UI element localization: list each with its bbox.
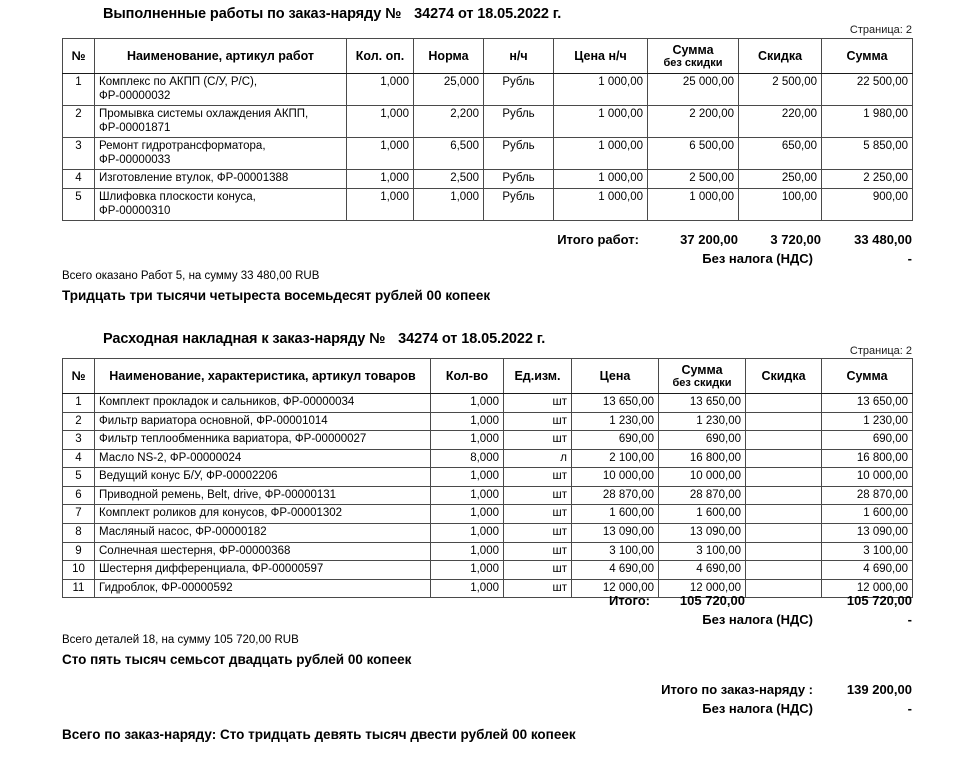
works-cell-sum-nodiscount: 2 200,00	[648, 106, 739, 138]
goods-cell-discount	[746, 412, 822, 431]
goods-cell-name: Шестерня дифференциала, ФР-00000597	[95, 561, 431, 580]
goods-cell-price: 690,00	[572, 431, 659, 450]
works-amount-in-words: Тридцать три тысячи четыреста восемьдесят рублей 00 копеек	[62, 288, 491, 303]
works-cell-num: 4	[63, 170, 95, 189]
goods-cell-unit: шт	[504, 431, 572, 450]
goods-cell-unit: шт	[504, 542, 572, 561]
goods-cell-sum-nodiscount: 4 690,00	[659, 561, 746, 580]
works-cell-norm: 6,500	[414, 138, 484, 170]
works-cell-num: 5	[63, 189, 95, 221]
works-totals-discount: 3 720,00	[770, 232, 821, 247]
works-col-num: №	[63, 39, 95, 74]
goods-cell-sum-nodiscount: 16 800,00	[659, 449, 746, 468]
goods-cell-qty: 1,000	[431, 561, 504, 580]
works-cell-norm: 2,500	[414, 170, 484, 189]
works-cell-sum-nodiscount: 1 000,00	[648, 189, 739, 221]
works-cell-name: Ремонт гидротрансформатора, ФР-00000033	[95, 138, 347, 170]
goods-cell-qty: 1,000	[431, 505, 504, 524]
table-row	[63, 170, 913, 189]
table-row	[63, 505, 913, 524]
goods-section-title	[103, 330, 545, 348]
works-cell-discount: 220,00	[739, 106, 822, 138]
works-table-body	[63, 74, 913, 221]
goods-cell-discount	[746, 468, 822, 487]
goods-cell-sum: 12 000,00	[822, 579, 913, 598]
works-cell-sum-nodiscount: 25 000,00	[648, 74, 739, 106]
goods-cell-price: 10 000,00	[572, 468, 659, 487]
goods-cell-name: Приводной ремень, Belt, drive, ФР-00000131	[95, 486, 431, 505]
table-row	[63, 412, 913, 431]
grand-total-value: 139 200,00	[846, 682, 912, 697]
works-title-prefix: Выполненные работы по заказ-наряду	[103, 6, 382, 22]
goods-cell-name: Фильтр вариатора основной, ФР-00001014	[95, 412, 431, 431]
goods-cell-sum-nodiscount: 13 650,00	[659, 394, 746, 413]
goods-cell-name: Масло NS-2, ФР-00000024	[95, 449, 431, 468]
goods-title-date: 18.05.2022 г.	[461, 331, 546, 347]
grand-total-label: Итого по заказ-наряду :	[661, 682, 813, 697]
goods-cell-num: 9	[63, 542, 95, 561]
table-row	[63, 189, 913, 221]
goods-cell-sum: 28 870,00	[822, 486, 913, 505]
works-col-sum: Сумма	[822, 39, 913, 74]
works-col-norm: Норма	[414, 39, 484, 74]
works-cell-qty: 1,000	[347, 106, 414, 138]
works-cell-norm: 1,000	[414, 189, 484, 221]
goods-col-sum-nodiscount	[659, 359, 746, 394]
goods-cell-price: 3 100,00	[572, 542, 659, 561]
goods-cell-qty: 1,000	[431, 412, 504, 431]
goods-cell-sum: 4 690,00	[822, 561, 913, 580]
works-cell-price: 1 000,00	[554, 106, 648, 138]
goods-table-wrap	[62, 358, 913, 598]
goods-cell-qty: 1,000	[431, 394, 504, 413]
goods-cell-price: 1 230,00	[572, 412, 659, 431]
works-cell-norm: 25,000	[414, 74, 484, 106]
grand-final-line: Всего по заказ-наряду: Сто тридцать девять тысяч двести рублей 00 копеек	[62, 727, 576, 742]
works-totals-sum-nodiscount: 37 200,00	[680, 232, 738, 247]
works-cell-price: 1 000,00	[554, 138, 648, 170]
table-row	[63, 138, 913, 170]
goods-cell-sum-nodiscount: 1 230,00	[659, 412, 746, 431]
works-table	[62, 38, 913, 221]
goods-table	[62, 358, 913, 598]
goods-cell-name: Гидроблок, ФР-00000592	[95, 579, 431, 598]
works-cell-num: 3	[63, 138, 95, 170]
goods-cell-price: 13 650,00	[572, 394, 659, 413]
works-cell-unit: Рубль	[484, 138, 554, 170]
works-cell-name: Изготовление втулок, ФР-00001388	[95, 170, 347, 189]
works-table-header-row	[63, 39, 913, 74]
goods-cell-num: 10	[63, 561, 95, 580]
works-cell-discount: 2 500,00	[739, 74, 822, 106]
works-title-from: от	[457, 6, 474, 22]
goods-page-label: Страница: 2	[849, 345, 912, 357]
works-section-title	[103, 5, 561, 23]
works-summary-line: Всего оказано Работ 5, на сумму 33 480,00 RUB	[62, 270, 320, 282]
goods-totals-row	[62, 592, 912, 611]
grand-totals	[62, 681, 912, 719]
works-page-label: Страница: 2	[849, 24, 912, 36]
goods-cell-qty: 1,000	[431, 542, 504, 561]
goods-cell-num: 7	[63, 505, 95, 524]
goods-cell-qty: 1,000	[431, 579, 504, 598]
works-col-sum-nodiscount-main: Сумма	[672, 43, 714, 57]
works-col-qty: Кол. оп.	[347, 39, 414, 74]
goods-cell-sum-nodiscount: 690,00	[659, 431, 746, 450]
works-tax-label: Без налога (НДС)	[702, 250, 813, 266]
works-cell-name: Промывка системы охлаждения АКПП, ФР-00001871	[95, 106, 347, 138]
goods-cell-sum-nodiscount: 12 000,00	[659, 579, 746, 598]
works-cell-sum: 2 250,00	[822, 170, 913, 189]
goods-title-number: 34274	[398, 331, 438, 347]
table-row	[63, 524, 913, 543]
goods-cell-qty: 1,000	[431, 431, 504, 450]
goods-cell-price: 28 870,00	[572, 486, 659, 505]
works-title-date: 18.05.2022 г.	[477, 6, 562, 22]
goods-cell-sum-nodiscount: 1 600,00	[659, 505, 746, 524]
goods-col-sum: Сумма	[822, 359, 913, 394]
goods-cell-discount	[746, 561, 822, 580]
grand-tax-value: -	[907, 700, 912, 716]
table-row	[63, 486, 913, 505]
goods-cell-unit: л	[504, 449, 572, 468]
goods-cell-unit: шт	[504, 579, 572, 598]
works-col-sum-nodiscount-sub: без скидки	[663, 57, 723, 69]
goods-cell-sum: 13 650,00	[822, 394, 913, 413]
goods-amount-in-words: Сто пять тысяч семьсот двадцать рублей 00 копеек	[62, 652, 412, 667]
goods-cell-num: 4	[63, 449, 95, 468]
works-cell-sum: 900,00	[822, 189, 913, 221]
works-tax-row	[62, 250, 912, 269]
works-cell-num: 1	[63, 74, 95, 106]
goods-cell-discount	[746, 505, 822, 524]
goods-title-num-sign: №	[369, 331, 386, 347]
goods-cell-price: 12 000,00	[572, 579, 659, 598]
goods-cell-name: Комплект прокладок и сальников, ФР-00000034	[95, 394, 431, 413]
goods-cell-name: Фильтр теплообменника вариатора, ФР-00000027	[95, 431, 431, 450]
goods-title-from: от	[441, 331, 458, 347]
goods-col-sum-nodiscount-main: Сумма	[681, 363, 723, 377]
works-cell-discount: 650,00	[739, 138, 822, 170]
works-totals-sum: 33 480,00	[854, 232, 912, 247]
works-col-discount: Скидка	[739, 39, 822, 74]
goods-cell-discount	[746, 486, 822, 505]
works-table-wrap	[62, 38, 913, 221]
goods-tax-label: Без налога (НДС)	[702, 611, 813, 627]
table-row	[63, 106, 913, 138]
goods-cell-unit: шт	[504, 412, 572, 431]
grand-tax-row	[62, 700, 912, 719]
goods-cell-sum: 13 090,00	[822, 524, 913, 543]
works-col-sum-nodiscount	[648, 39, 739, 74]
goods-totals-sum-nodiscount: 105 720,00	[679, 593, 745, 608]
works-cell-unit: Рубль	[484, 74, 554, 106]
goods-cell-sum: 16 800,00	[822, 449, 913, 468]
table-row	[63, 74, 913, 106]
goods-cell-discount	[746, 449, 822, 468]
goods-cell-name: Солнечная шестерня, ФР-00000368	[95, 542, 431, 561]
goods-col-price: Цена	[572, 359, 659, 394]
goods-title-prefix: Расходная накладная к заказ-наряду	[103, 331, 366, 347]
goods-cell-num: 8	[63, 524, 95, 543]
goods-cell-price: 1 600,00	[572, 505, 659, 524]
goods-cell-sum: 690,00	[822, 431, 913, 450]
goods-cell-num: 5	[63, 468, 95, 487]
goods-cell-price: 13 090,00	[572, 524, 659, 543]
goods-cell-name: Масляный насос, ФР-00000182	[95, 524, 431, 543]
goods-cell-sum-nodiscount: 10 000,00	[659, 468, 746, 487]
works-totals	[62, 231, 912, 269]
goods-cell-price: 4 690,00	[572, 561, 659, 580]
goods-table-header-row	[63, 359, 913, 394]
goods-cell-unit: шт	[504, 394, 572, 413]
goods-col-sum-nodiscount-sub: без скидки	[672, 377, 732, 389]
goods-cell-discount	[746, 394, 822, 413]
goods-cell-num: 11	[63, 579, 95, 598]
goods-cell-price: 2 100,00	[572, 449, 659, 468]
goods-col-qty: Кол-во	[431, 359, 504, 394]
goods-cell-sum-nodiscount: 3 100,00	[659, 542, 746, 561]
grand-tax-label: Без налога (НДС)	[702, 700, 813, 716]
works-cell-qty: 1,000	[347, 74, 414, 106]
works-cell-unit: Рубль	[484, 106, 554, 138]
works-cell-qty: 1,000	[347, 138, 414, 170]
goods-cell-sum-nodiscount: 13 090,00	[659, 524, 746, 543]
table-row	[63, 394, 913, 413]
works-totals-row	[62, 231, 912, 250]
works-cell-sum-nodiscount: 2 500,00	[648, 170, 739, 189]
works-col-name: Наименование, артикул работ	[95, 39, 347, 74]
goods-col-discount: Скидка	[746, 359, 822, 394]
goods-table-body	[63, 394, 913, 598]
works-totals-label: Итого работ:	[557, 232, 639, 247]
goods-cell-unit: шт	[504, 486, 572, 505]
table-row	[63, 561, 913, 580]
works-cell-price: 1 000,00	[554, 170, 648, 189]
goods-cell-unit: шт	[504, 505, 572, 524]
works-cell-qty: 1,000	[347, 170, 414, 189]
table-row	[63, 449, 913, 468]
goods-cell-qty: 1,000	[431, 468, 504, 487]
works-cell-unit: Рубль	[484, 189, 554, 221]
goods-totals	[62, 592, 912, 630]
goods-cell-num: 3	[63, 431, 95, 450]
works-col-price: Цена н/ч	[554, 39, 648, 74]
goods-cell-name: Ведущий конус Б/У, ФР-00002206	[95, 468, 431, 487]
goods-cell-num: 2	[63, 412, 95, 431]
goods-tax-row	[62, 611, 912, 630]
goods-cell-sum-nodiscount: 28 870,00	[659, 486, 746, 505]
works-cell-sum: 5 850,00	[822, 138, 913, 170]
goods-cell-name: Комплект роликов для конусов, ФР-00001302	[95, 505, 431, 524]
works-cell-discount: 250,00	[739, 170, 822, 189]
works-title-num-sign: №	[385, 6, 402, 22]
goods-cell-sum: 3 100,00	[822, 542, 913, 561]
table-row	[63, 468, 913, 487]
goods-cell-sum: 1 600,00	[822, 505, 913, 524]
works-cell-name: Комплекс по АКПП (С/У, Р/С), ФР-00000032	[95, 74, 347, 106]
grand-total-row	[62, 681, 912, 700]
works-title-number: 34274	[414, 6, 454, 22]
goods-totals-sum: 105 720,00	[846, 593, 912, 608]
works-cell-unit: Рубль	[484, 170, 554, 189]
goods-cell-qty: 8,000	[431, 449, 504, 468]
works-cell-sum: 22 500,00	[822, 74, 913, 106]
goods-cell-num: 6	[63, 486, 95, 505]
works-cell-price: 1 000,00	[554, 74, 648, 106]
goods-totals-label: Итого:	[609, 593, 650, 608]
goods-cell-discount	[746, 431, 822, 450]
works-col-unit: н/ч	[484, 39, 554, 74]
goods-summary-line: Всего деталей 18, на сумму 105 720,00 RUB	[62, 634, 299, 646]
goods-cell-num: 1	[63, 394, 95, 413]
works-cell-name: Шлифовка плоскости конуса, ФР-00000310	[95, 189, 347, 221]
works-cell-discount: 100,00	[739, 189, 822, 221]
goods-cell-sum: 1 230,00	[822, 412, 913, 431]
works-cell-norm: 2,200	[414, 106, 484, 138]
goods-cell-unit: шт	[504, 561, 572, 580]
goods-cell-unit: шт	[504, 524, 572, 543]
goods-cell-unit: шт	[504, 468, 572, 487]
works-tax-value: -	[907, 250, 912, 266]
works-cell-price: 1 000,00	[554, 189, 648, 221]
works-cell-sum-nodiscount: 6 500,00	[648, 138, 739, 170]
goods-cell-sum: 10 000,00	[822, 468, 913, 487]
works-cell-num: 2	[63, 106, 95, 138]
goods-cell-discount	[746, 524, 822, 543]
goods-cell-qty: 1,000	[431, 524, 504, 543]
goods-tax-value: -	[907, 611, 912, 627]
table-row	[63, 542, 913, 561]
goods-col-num: №	[63, 359, 95, 394]
goods-cell-qty: 1,000	[431, 486, 504, 505]
goods-col-unit: Ед.изм.	[504, 359, 572, 394]
works-cell-qty: 1,000	[347, 189, 414, 221]
works-cell-sum: 1 980,00	[822, 106, 913, 138]
goods-cell-discount	[746, 542, 822, 561]
table-row	[63, 431, 913, 450]
goods-col-name: Наименование, характеристика, артикул товаров	[95, 359, 431, 394]
